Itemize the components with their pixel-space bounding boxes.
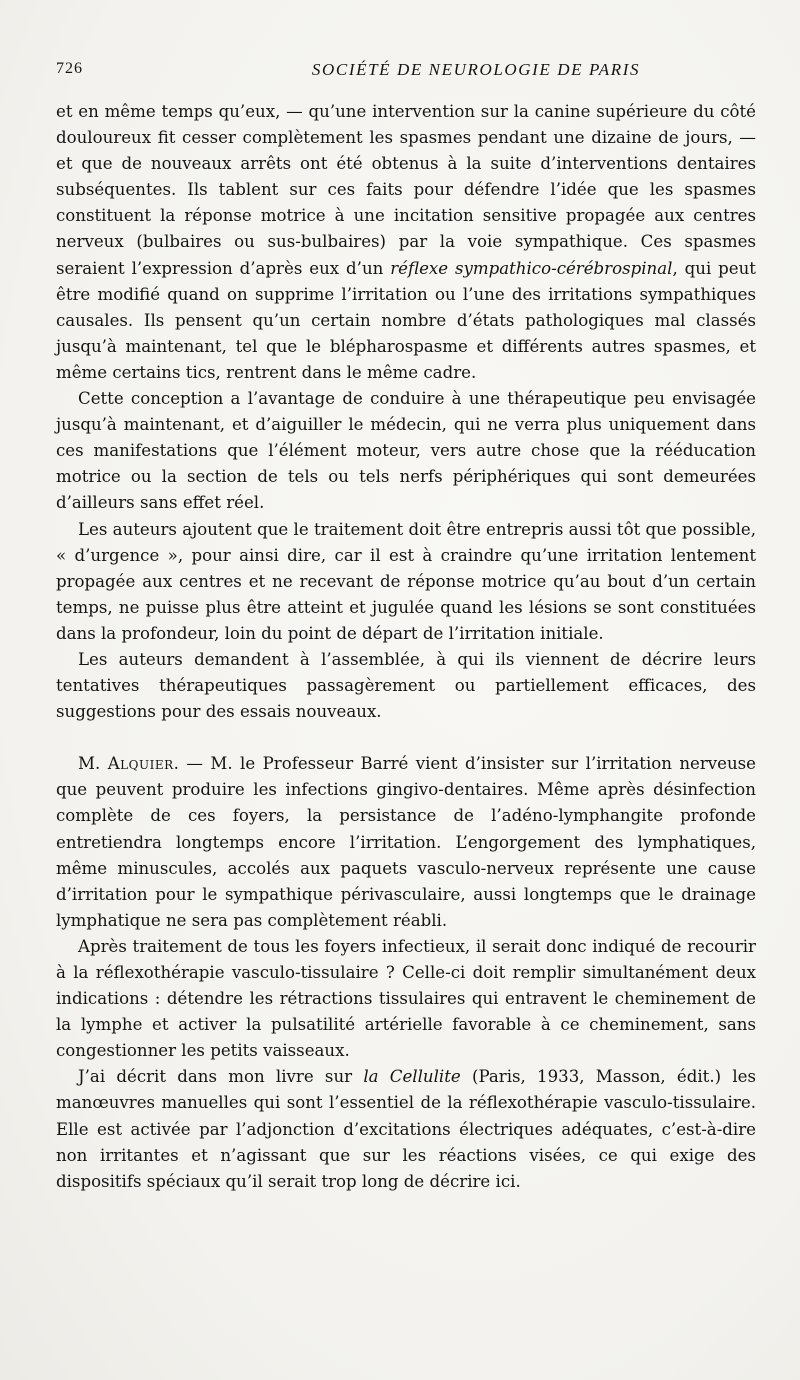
page-header xyxy=(56,60,756,86)
speaker-prefix: M. xyxy=(78,754,108,774)
paragraph-4: Les auteurs demandent à l’assemblée, à qui ils viennent de décrire leurs tentatives thérapeutiques passagèrement ou partiellement efficaces, des suggestions pour des essais nouveaux. xyxy=(56,649,756,722)
page-number: 726 xyxy=(56,60,83,77)
paragraph-7-text-a: J’ai décrit dans mon livre sur xyxy=(78,1067,364,1087)
running-title: SOCIÉTÉ DE NEUROLOGIE DE PARIS xyxy=(311,60,641,79)
paragraph-7-text-c: (Paris, 1933, Masson, édit.) les manœuvres manuelles qui sont l’essentiel de la réflexothérapie vasculo-tissulaire. Elle est activée par l’adjonction d’excitations électriques adéquates, c’est-à-dire non irritantes et n’agissant que sur les réactions visées, ce qui exige des dispositifs spéciaux qu’il serait trop long de décrire ici. xyxy=(56,1067,756,1191)
book-title: la Cellulite xyxy=(363,1067,461,1087)
paragraph-1-italic-term: réflexe sympathico-cérébrospinal xyxy=(390,258,673,278)
paragraph-1-text-c: , qui peut être modifié quand on supprime l’irritation ou l’une des irritations sympathiques causales. Ils pensent qu’un certain nombre d’états pathologiques mal classés jusqu’à maintenant, tel que le blépharospasme et différents autres spasmes, et même certains tics, rentrent dans le même cadre. xyxy=(56,258,756,382)
paragraph-5 xyxy=(56,751,756,934)
paragraph-1 xyxy=(56,99,756,386)
speaker-name: Alquier xyxy=(107,754,174,774)
paragraph-6: Après traitement de tous les foyers infectieux, il serait donc indiqué de recourir à la réflexothérapie vasculo-tissulaire ? Celle-ci doit remplir simultanément deux indications : détendre les rétractions tissulaires qui entravent le cheminement de la lymphe et activer la pulsatilité artérielle favorable à ce cheminement, sans congestionner les petits vaisseaux. xyxy=(56,936,756,1061)
body-text xyxy=(56,99,756,1195)
paragraph-2: Cette conception a l’avantage de conduire à une thérapeutique peu envisagée jusqu’à maintenant, et d’aiguiller le médecin, qui ne verra plus uniquement dans ces manifestations que l’élément moteur, vers autre chose que la rééducation motrice ou la section de tels ou tels nerfs périphériques qui sont demeurées d’ailleurs sans effet réel. xyxy=(56,389,756,513)
paragraph-3: Les auteurs ajoutent que le traitement doit être entrepris aussi tôt que possible, « d’urgence », pour ainsi dire, car il est à craindre qu’une irritation lentement propagée aux centres et ne recevant de réponse motrice qu’au bout d’un certain temps, ne puisse plus être atteint et jugulée quand les lésions se sont constituées dans la profondeur, loin du point de départ de l’irritation initiale. xyxy=(56,519,756,643)
section-gap xyxy=(56,725,756,751)
paragraph-5-text: . — M. le Professeur Barré vient d’insister sur l’irritation nerveuse que peuvent produire les infections gingivo-dentaires. Même après désinfection complète de ces foyers, la persistance de l’adéno-lymphangite profonde entretiendra longtemps encore l’irritation. L’engorgement des lymphatiques, même minuscules, accolés aux paquets vasculo-nerveux représente une cause d’irritation pour le sympathique périvasculaire, aussi longtemps que le drainage lymphatique ne sera pas complètement réabli. xyxy=(56,754,757,930)
paragraph-7 xyxy=(56,1064,756,1194)
paragraph-1-text-a: et en même temps qu’eux, — qu’une intervention sur la canine supérieure du côté douloureux fit cesser complètement les spasmes pendant une dizaine de jours, — et que de nouveaux arrêts ont été obtenus à la suite d’interventions dentaires subséquentes. Ils tablent sur ces faits pour défendre l’idée que les spasmes constituent la réponse motrice à une incitation sensitive propagée aux centres nerveux (bulbaires ou sus-bulbaires) par la voie sympathique. Ces spasmes seraient l’expression d’après eux d’un xyxy=(56,102,756,278)
